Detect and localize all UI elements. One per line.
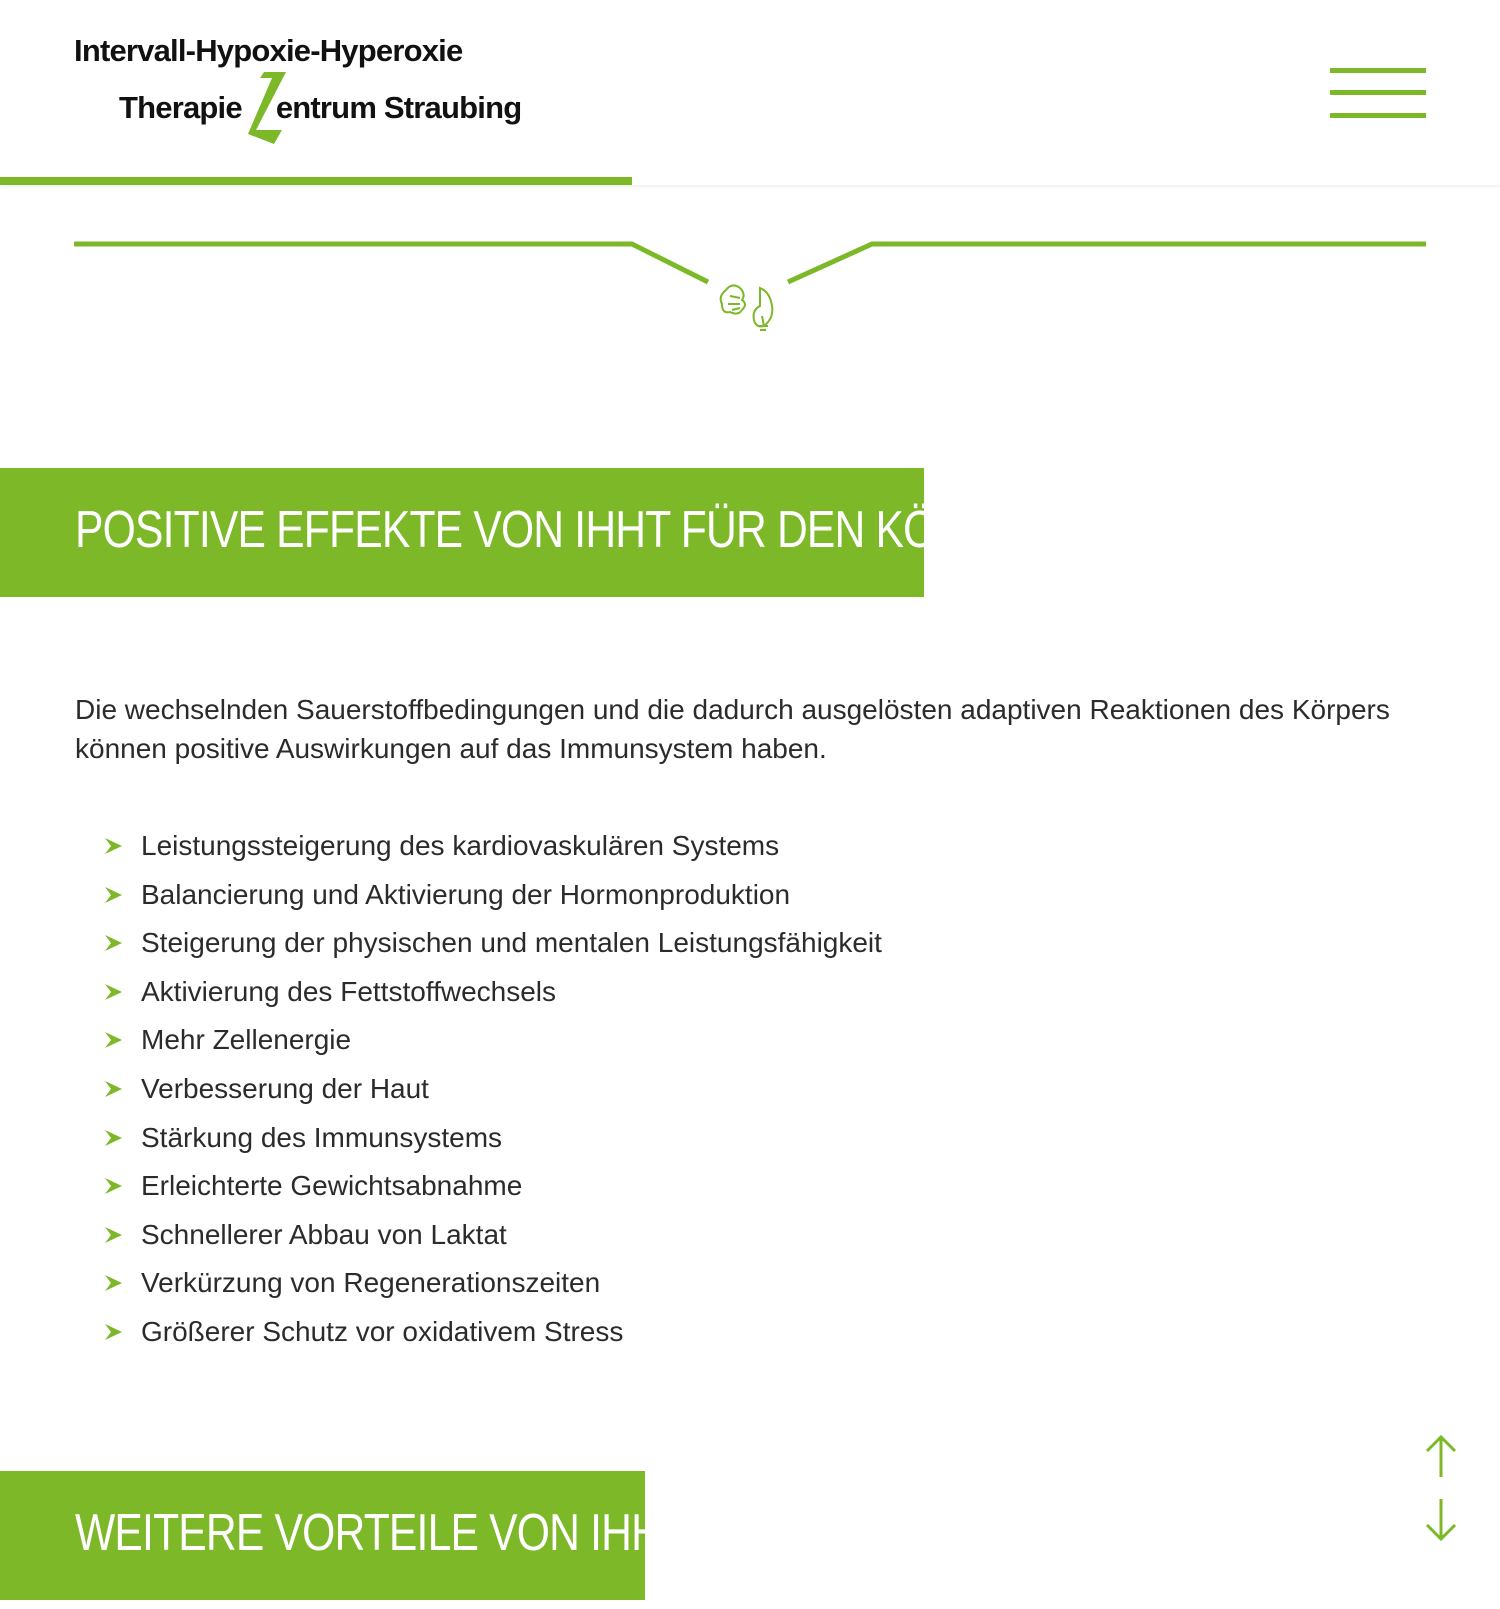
chevron-right-icon	[103, 982, 123, 1002]
list-item: Stärkung des Immunsystems	[100, 1118, 882, 1167]
lungs-oxygen-mask-icon	[721, 285, 773, 330]
effects-intro-text: Die wechselnden Sauerstoffbedingungen und die dadurch ausgelösten adaptiven Reaktionen des Körpers können positive Auswirkungen auf das Immunsystem haben.	[75, 694, 1390, 764]
section-heading-more	[0, 1471, 687, 1600]
chevron-right-icon	[103, 1225, 123, 1245]
chevron-right-icon	[103, 1128, 123, 1148]
site-header	[0, 0, 1500, 185]
section-divider	[74, 230, 1426, 340]
chevron-right-icon	[103, 1273, 123, 1293]
section-heading-more-text: WEITERE VORTEILE VON IHHT	[75, 1504, 687, 1562]
chevron-right-icon	[103, 885, 123, 905]
chevron-right-icon	[103, 1030, 123, 1050]
list-item: Verbesserung der Haut	[100, 1069, 882, 1118]
list-item: Balancierung und Aktivierung der Hormonproduktion	[100, 875, 882, 924]
chevron-right-icon	[103, 1176, 123, 1196]
list-item: Leistungssteigerung des kardiovaskulären Systems	[100, 826, 882, 875]
logo-line2	[119, 90, 521, 126]
list-item: Steigerung der physischen und mentalen Leistungsfähigkeit	[100, 923, 882, 972]
list-item: Verkürzung von Regenerationszeiten	[100, 1263, 882, 1312]
arrow-up-icon[interactable]	[1424, 1433, 1458, 1479]
chevron-right-icon	[103, 1079, 123, 1099]
benefits-list	[100, 826, 882, 1361]
list-item: Aktivierung des Fettstoffwechsels	[100, 972, 882, 1021]
logo-z-mark-icon	[246, 72, 286, 144]
arrow-down-icon[interactable]	[1424, 1497, 1458, 1543]
list-item: Größerer Schutz vor oxidativem Stress	[100, 1312, 882, 1361]
header-accent-bar	[0, 177, 632, 185]
chevron-right-icon	[103, 1322, 123, 1342]
logo-line2-part1: Therapie	[119, 90, 242, 125]
site-logo[interactable]	[74, 28, 574, 143]
section-heading-effects-text: POSITIVE EFFEKTE VON IHHT FÜR DEN KÖRPER	[75, 501, 1051, 559]
section-heading-effects	[0, 468, 1051, 597]
list-item: Schnellerer Abbau von Laktat	[100, 1215, 882, 1264]
chevron-right-icon	[103, 933, 123, 953]
list-item: Erleichterte Gewichtsabnahme	[100, 1166, 882, 1215]
chevron-right-icon	[103, 836, 123, 856]
list-item: Mehr Zellenergie	[100, 1020, 882, 1069]
logo-line1: Intervall-Hypoxie-Hyperoxie	[74, 33, 463, 68]
hamburger-menu-icon[interactable]	[1330, 66, 1426, 124]
logo-line2-part2: entrum Straubing	[275, 90, 522, 125]
